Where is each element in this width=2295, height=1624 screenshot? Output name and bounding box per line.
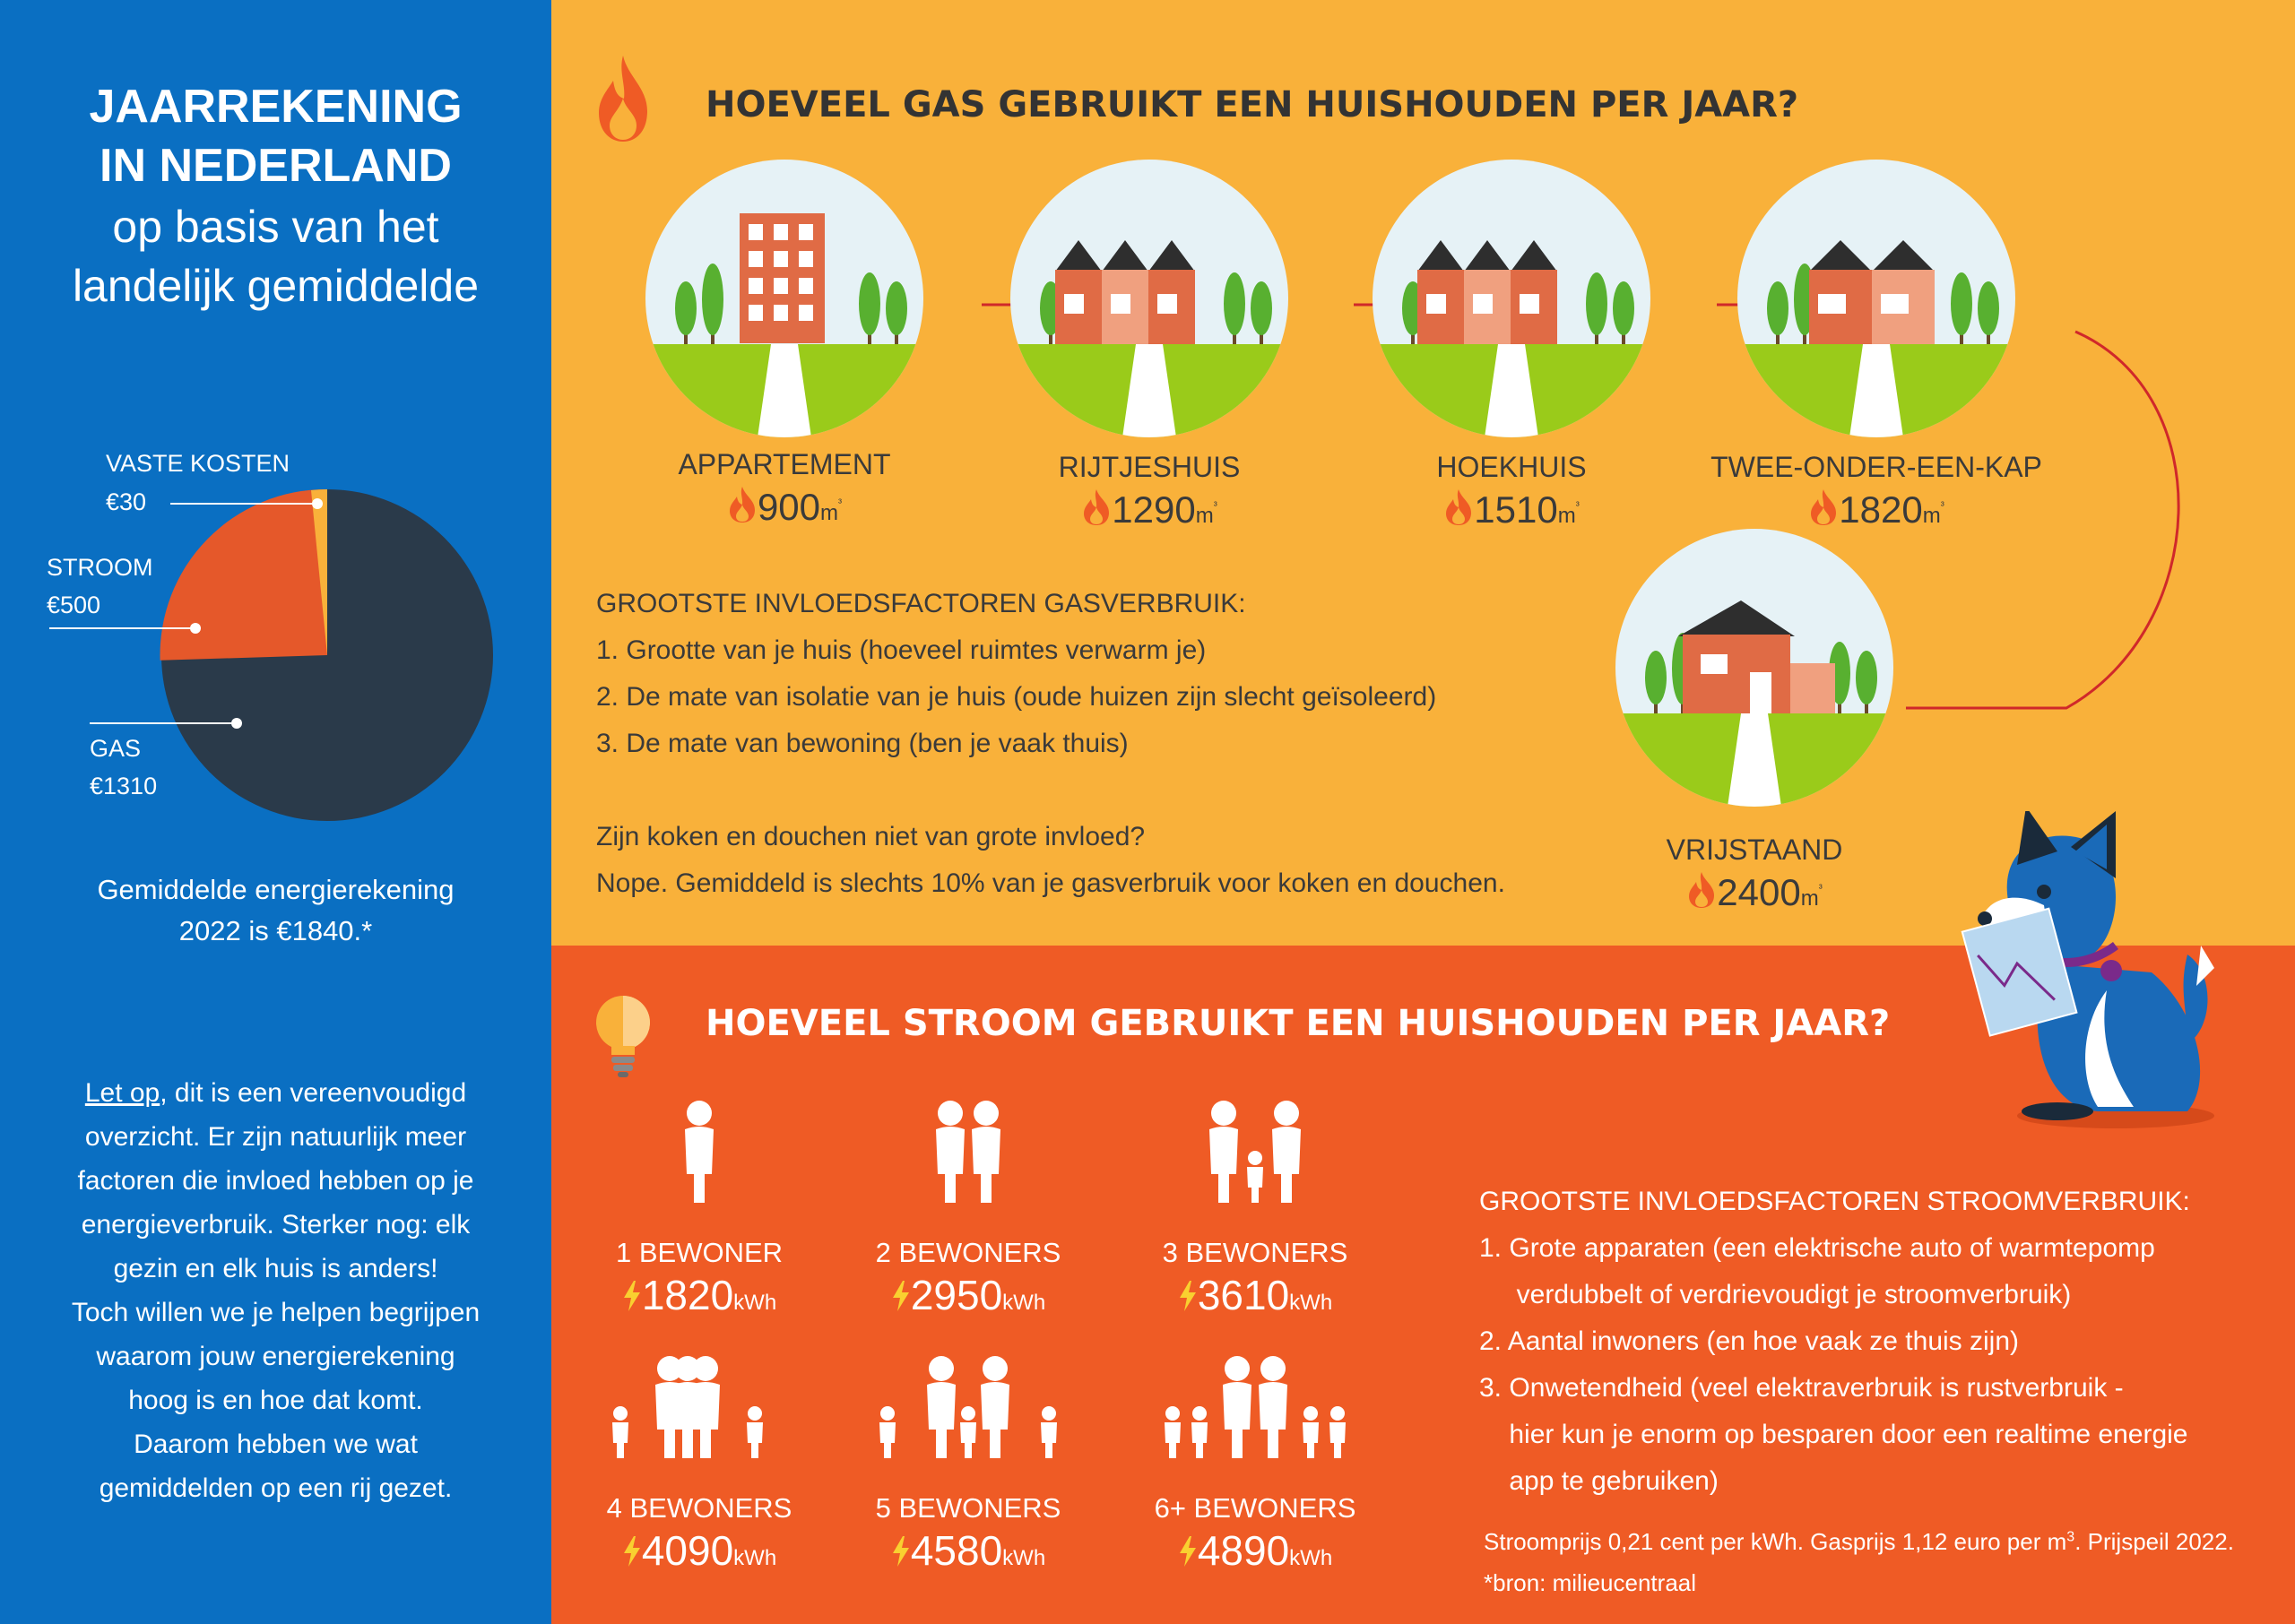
people-icon — [556, 1093, 843, 1214]
pie-value-stroom: €500 — [47, 592, 101, 618]
power-title: HOEVEEL STROOM GEBRUIKT EEN HUISHOUDEN PER JAAR? — [706, 1003, 1891, 1044]
house-type-label: RIJTJESHUIS — [1058, 451, 1241, 483]
power-factor-line: app te gebruiken) — [1479, 1466, 1719, 1496]
pie-slice-stroom — [160, 489, 327, 661]
footnote-sup: 3 — [2066, 1529, 2075, 1545]
house-illustration — [645, 160, 923, 442]
pie-label-stroom: STROOM — [47, 554, 153, 581]
note-block — [0, 1071, 551, 1510]
people-icon — [556, 1349, 843, 1470]
footnote-text: Stroomprijs 0,21 cent per kWh. Gasprijs 1,12 euro per m — [1484, 1528, 2067, 1555]
pie-label-gas: GAS — [90, 735, 142, 762]
note-line: waarom jouw energierekening — [96, 1342, 455, 1371]
people-icon — [1112, 1093, 1399, 1214]
gas-factor-1: 1. Grootte van je huis (hoeveel ruimtes verwarm je) — [596, 635, 1207, 665]
note-underlined: Let op — [84, 1078, 160, 1108]
vaste-kosten-dot — [312, 498, 323, 509]
gas-factor-2: 2. De mate van isolatie van je huis (oude huizen zijn slecht geïsoleerd) — [596, 682, 1437, 712]
power-factor-line: verdubbelt of verdrievoudigt je stroomverbruik) — [1479, 1280, 2072, 1309]
house-illustration — [1737, 160, 2015, 442]
household-size-label: 3 BEWONERS — [1162, 1237, 1348, 1268]
power-factor-line: hier kun je enorm op besparen door een realtime energie — [1479, 1420, 2188, 1449]
house-gas-value: $1510m^{^3}$ — [1332, 488, 1691, 531]
household-power-value: 2950kWh — [825, 1271, 1112, 1319]
gas-factors-heading: GROOTSTE INVLOEDSFACTOREN GASVERBRUIK: — [596, 589, 1246, 618]
gas-section — [551, 0, 2295, 946]
house-illustration — [1010, 160, 1288, 442]
household-size-label: 1 BEWONER — [615, 1237, 784, 1268]
people-icon — [825, 1093, 1112, 1214]
people-icon — [825, 1349, 1112, 1470]
house-type-label: VRIJSTAAND — [1666, 834, 1843, 866]
house-type-label: TWEE-ONDER-EEN-KAP — [1710, 451, 2042, 483]
power-factor-line: 3. Onwetendheid (veel elektraverbruik is rustverbruik - — [1479, 1373, 2124, 1403]
household-size-label: 4 BEWONERS — [606, 1492, 792, 1524]
household-power-value: 1820kWh — [556, 1271, 843, 1319]
sidebar-title-line2: IN NEDERLAND — [100, 140, 452, 192]
household-power-value: 4090kWh — [556, 1526, 843, 1575]
note-line: overzicht. Er zijn natuurlijk meer — [84, 1122, 467, 1152]
household-size-label: 5 BEWONERS — [875, 1492, 1061, 1524]
price-footnote — [1484, 1528, 2234, 1556]
sidebar-title-line1: JAARREKENING — [89, 81, 463, 133]
note-line: Toch willen we je helpen begrijpen — [71, 1298, 481, 1327]
house-illustration — [1615, 529, 1893, 811]
sidebar — [0, 0, 551, 1624]
average-bill-line2: 2022 is €1840.* — [178, 915, 373, 946]
household-size-label: 6+ BEWONERS — [1154, 1492, 1356, 1524]
gas-answer: Nope. Gemiddeld is slechts 10% van je gasverbruik voor koken en douchen. — [596, 868, 1505, 898]
note-line: gemiddelden op een rij gezet. — [99, 1473, 453, 1503]
pie-value-gas: €1310 — [90, 773, 158, 799]
note-line: factoren die invloed hebben op je — [77, 1166, 474, 1196]
footnote-text-end: . Prijspeil 2022. — [2074, 1528, 2234, 1555]
cost-pie-chart — [0, 439, 551, 851]
house-gas-value: $2400m^{^3}$ — [1575, 871, 1934, 914]
note-line-1 — [0, 1071, 551, 1115]
gas-title: HOEVEEL GAS GEBRUIKT EEN HUISHOUDEN PER JAAR? — [706, 84, 1799, 125]
house-gas-value: $1820m^{^3}$ — [1697, 488, 2056, 531]
household-power-value: 4580kWh — [825, 1526, 1112, 1575]
gas-question: Zijn koken en douchen niet van grote invloed? — [596, 822, 1146, 851]
household-size-label: 2 BEWONERS — [875, 1237, 1061, 1268]
stroom-dot — [190, 623, 201, 634]
house-type-label: HOEKHUIS — [1436, 451, 1587, 483]
power-factor-line: 2. Aantal inwoners (en hoe vaak ze thuis zijn) — [1479, 1326, 2020, 1356]
power-factors-heading: GROOTSTE INVLOEDSFACTOREN STROOMVERBRUIK: — [1479, 1187, 2190, 1216]
people-icon — [1112, 1349, 1399, 1470]
power-factor-line: 1. Grote apparaten (een elektrische auto of warmtepomp — [1479, 1233, 2155, 1263]
source-note: *bron: milieucentraal — [1484, 1569, 1697, 1596]
gas-factor-3: 3. De mate van bewoning (ben je vaak thuis) — [596, 729, 1129, 758]
gas-dot — [231, 718, 242, 729]
note-line: energieverbruik. Sterker nog: elk — [81, 1210, 471, 1240]
average-bill-line1: Gemiddelde energierekening — [97, 874, 455, 905]
lightbulb-icon — [592, 990, 654, 1080]
house-gas-value: $900m^{^3}$ — [605, 486, 964, 529]
sidebar-subtitle-line1: op basis van het — [112, 202, 439, 252]
household-power-value: 3610kWh — [1112, 1271, 1399, 1319]
household-power-value: 4890kWh — [1112, 1526, 1399, 1575]
note-line: Daarom hebben we wat — [134, 1430, 418, 1459]
pie-label-vaste-kosten: VASTE KOSTEN — [106, 450, 290, 477]
house-type-label: APPARTEMENT — [678, 448, 891, 480]
dog-mascot-illustration — [1892, 811, 2214, 1134]
pie-value-vaste-kosten: €30 — [106, 488, 147, 515]
house-gas-value: $1290m^{^3}$ — [970, 488, 1329, 531]
note-line: gezin en elk huis is anders! — [113, 1254, 438, 1283]
sidebar-subtitle-line2: landelijk gemiddelde — [72, 261, 480, 311]
note-line1-rest: , dit is een vereenvoudigd — [160, 1078, 467, 1108]
note-line: hoog is en hoe dat komt. — [128, 1386, 423, 1415]
house-illustration — [1373, 160, 1650, 442]
